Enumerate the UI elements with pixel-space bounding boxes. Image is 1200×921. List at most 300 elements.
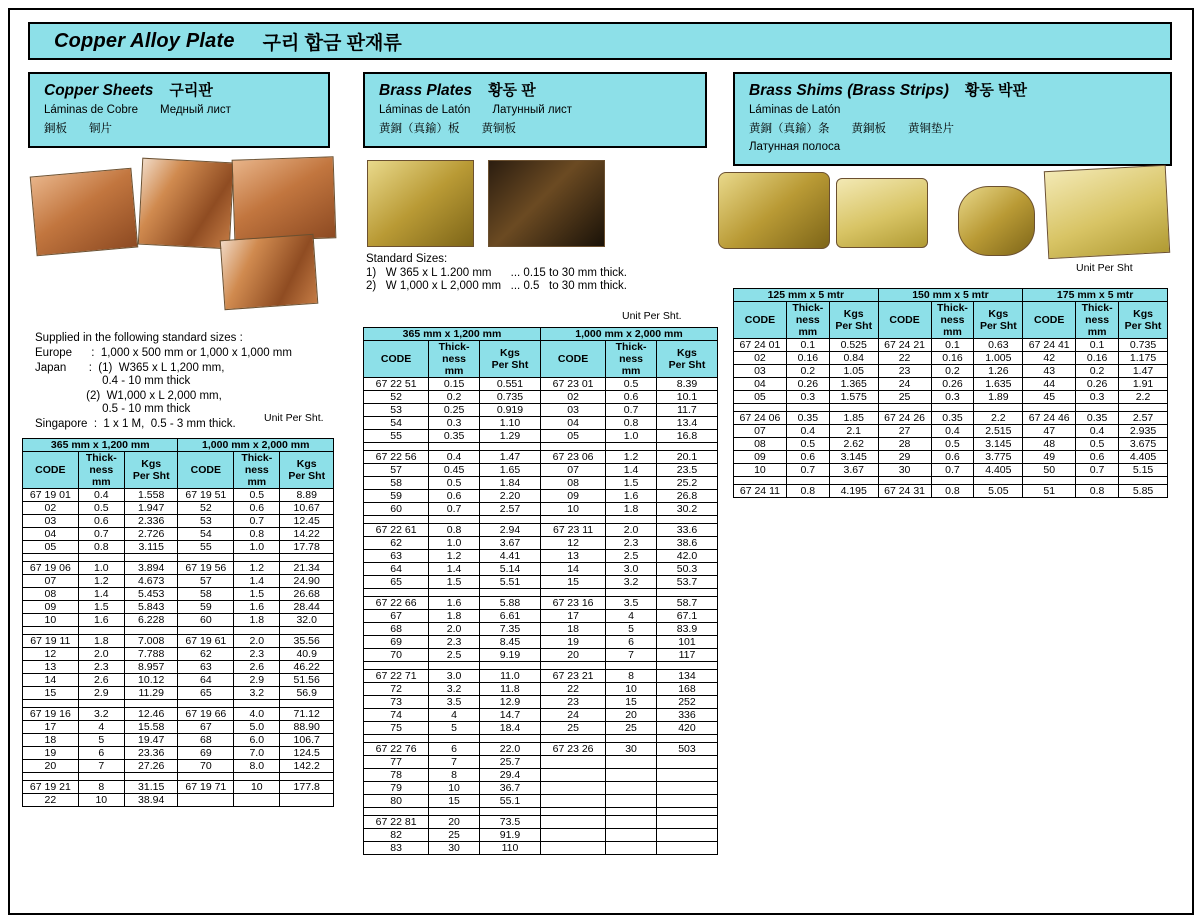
cell-code-right: 67 23 11 (540, 524, 605, 537)
cell-kgs-right (656, 816, 717, 829)
brass-shims-sub-jp: 黄銅（真鍮）条 (749, 122, 830, 135)
cell-kgs-left: 2.20 (479, 490, 540, 503)
cell-kgs-left: 2.726 (124, 528, 178, 541)
section-header-copper-sheets (28, 72, 330, 148)
cell-kgs-0: 3.67 (829, 464, 878, 477)
cell-code-left: 78 (364, 769, 429, 782)
cell-thickness-2: 0.26 (1076, 378, 1119, 391)
cell-kgs-right: 420 (656, 722, 717, 735)
cell-thickness-left: 0.4 (429, 451, 480, 464)
cell-code-right: 17 (540, 610, 605, 623)
row-gap (734, 404, 1168, 412)
cell-kgs-1: 5.05 (974, 485, 1023, 498)
cell-code-right: 67 23 21 (540, 670, 605, 683)
brass-shim-photo-4 (1044, 165, 1170, 259)
cell-code-2: 67 24 41 (1023, 339, 1076, 352)
brass-std-1: 1) W 365 x L 1.200 mm ... 0.15 to 30 mm thick. (366, 267, 627, 279)
table-row (23, 614, 334, 627)
brass-unit-note: Unit Per Sht. (622, 310, 682, 322)
table-row (364, 709, 718, 722)
cell-kgs-1: 1.005 (974, 352, 1023, 365)
table-row (23, 635, 334, 648)
cell-kgs-right: 30.2 (656, 503, 717, 516)
cell-thickness-left: 0.7 (429, 503, 480, 516)
table-row (364, 490, 718, 503)
cell-thickness-1: 0.3 (931, 391, 974, 404)
cell-thickness-left: 6 (429, 743, 480, 756)
cell-kgs-left: 27.26 (124, 760, 178, 773)
cell-code-2: 42 (1023, 352, 1076, 365)
table-row (23, 747, 334, 760)
table-row (23, 648, 334, 661)
cell-code-left: 70 (364, 649, 429, 662)
cell-kgs-right (656, 782, 717, 795)
cell-thickness-right: 1.8 (234, 614, 280, 627)
cell-code-right: 19 (540, 636, 605, 649)
cell-thickness-0: 0.4 (786, 425, 829, 438)
cell-code-left: 53 (364, 404, 429, 417)
cell-kgs-right: 23.5 (656, 464, 717, 477)
cell-thickness-right (606, 782, 657, 795)
table-row (23, 528, 334, 541)
brass-plates-sub-cn: 黄铜板 (481, 122, 516, 135)
cell-kgs-right: 106.7 (280, 734, 334, 747)
cell-kgs-right: 51.56 (280, 674, 334, 687)
table-row (734, 378, 1168, 391)
cell-thickness-1: 0.26 (931, 378, 974, 391)
table-row (734, 425, 1168, 438)
table-row (364, 722, 718, 735)
table-row (23, 794, 334, 807)
cell-thickness-right: 30 (606, 743, 657, 756)
table-row (364, 451, 718, 464)
cell-code-2: 47 (1023, 425, 1076, 438)
cell-code-left: 67 22 56 (364, 451, 429, 464)
cell-thickness-right (606, 769, 657, 782)
cell-code-1: 22 (878, 352, 931, 365)
cell-kgs-1: 0.63 (974, 339, 1023, 352)
cell-code-1: 24 (878, 378, 931, 391)
brass-shim-photo-2 (836, 178, 928, 248)
cell-thickness-left: 0.5 (78, 502, 124, 515)
cell-thickness-left: 20 (429, 816, 480, 829)
cell-thickness-right: 0.6 (234, 502, 280, 515)
table-row (23, 562, 334, 575)
cell-kgs-right: 177.8 (280, 781, 334, 794)
cell-kgs-left: 91.9 (479, 829, 540, 842)
copper-sheets-sub-cn: 铜片 (89, 122, 112, 135)
cell-kgs-right: 503 (656, 743, 717, 756)
cell-thickness-right: 6.0 (234, 734, 280, 747)
cell-thickness-right: 1.0 (234, 541, 280, 554)
cell-kgs-left: 9.19 (479, 649, 540, 662)
cell-kgs-2: 0.735 (1119, 339, 1168, 352)
cell-code-left: 79 (364, 782, 429, 795)
cell-thickness-right: 1.8 (606, 503, 657, 516)
table-row (364, 537, 718, 550)
brass-shims-sub-cn2: 黄銅板 (851, 122, 886, 135)
table-row (734, 352, 1168, 365)
cell-code-left: 72 (364, 683, 429, 696)
brass-shim-photo-1 (718, 172, 830, 249)
table-row (23, 541, 334, 554)
cell-code-2: 43 (1023, 365, 1076, 378)
cell-thickness-left: 5 (429, 722, 480, 735)
cell-kgs-left: 0.551 (479, 378, 540, 391)
cell-thickness-1: 0.2 (931, 365, 974, 378)
cell-code-right: 15 (540, 576, 605, 589)
cell-code-left: 80 (364, 795, 429, 808)
cell-kgs-0: 1.575 (829, 391, 878, 404)
cell-code-0: 67 24 06 (734, 412, 787, 425)
row-gap (364, 589, 718, 597)
cell-kgs-left: 11.29 (124, 687, 178, 700)
cell-code-2: 49 (1023, 451, 1076, 464)
cell-kgs-2: 5.15 (1119, 464, 1168, 477)
brass-plates-sub-jp: 黄銅（真鍮）板 (379, 122, 460, 135)
cell-code-left: 58 (364, 477, 429, 490)
cell-kgs-right: 12.45 (280, 515, 334, 528)
cell-code-left: 02 (23, 502, 79, 515)
cell-thickness-left: 2.0 (429, 623, 480, 636)
cell-thickness-1: 0.16 (931, 352, 974, 365)
cell-code-right: 07 (540, 464, 605, 477)
cell-kgs-left: 110 (479, 842, 540, 855)
cell-code-left: 05 (23, 541, 79, 554)
cell-kgs-2: 1.47 (1119, 365, 1168, 378)
cell-code-left: 67 19 01 (23, 489, 79, 502)
cell-code-right: 03 (540, 404, 605, 417)
cell-kgs-left: 5.843 (124, 601, 178, 614)
cell-code-right: 67 23 01 (540, 378, 605, 391)
cell-kgs-right: 117 (656, 649, 717, 662)
group-header-right: 1,000 mm x 2,000 mm (540, 328, 717, 341)
cell-code-1: 27 (878, 425, 931, 438)
brass-plates-sub-es: Láminas de Latón (379, 104, 471, 116)
cell-code-left: 73 (364, 696, 429, 709)
cell-kgs-1: 2.515 (974, 425, 1023, 438)
cell-code-left: 69 (364, 636, 429, 649)
brass-shims-table (733, 288, 1168, 498)
column-header-0-0: CODE (734, 302, 787, 339)
cell-thickness-right: 0.8 (606, 417, 657, 430)
cell-thickness-left: 1.5 (78, 601, 124, 614)
column-header-5: Kgs Per Sht (280, 452, 334, 489)
cell-code-left: 18 (23, 734, 79, 747)
cell-code-2: 48 (1023, 438, 1076, 451)
cell-code-0: 02 (734, 352, 787, 365)
cell-code-2: 45 (1023, 391, 1076, 404)
column-header-0: CODE (23, 452, 79, 489)
cell-kgs-1: 1.89 (974, 391, 1023, 404)
cell-kgs-right (656, 769, 717, 782)
table-row (734, 412, 1168, 425)
cell-kgs-right: 25.2 (656, 477, 717, 490)
cell-kgs-1: 2.2 (974, 412, 1023, 425)
table-row (364, 576, 718, 589)
cell-thickness-left: 0.25 (429, 404, 480, 417)
column-header-3: CODE (178, 452, 234, 489)
cell-code-left: 74 (364, 709, 429, 722)
cell-code-right (540, 769, 605, 782)
cell-code-1: 30 (878, 464, 931, 477)
cell-code-2: 50 (1023, 464, 1076, 477)
cell-kgs-left: 36.7 (479, 782, 540, 795)
column-header-4: Thick- ness mm (234, 452, 280, 489)
cell-code-right: 67 19 56 (178, 562, 234, 575)
cell-thickness-right: 8.0 (234, 760, 280, 773)
table-row (364, 524, 718, 537)
table-row (364, 378, 718, 391)
cell-code-left: 67 22 51 (364, 378, 429, 391)
table-row (364, 464, 718, 477)
row-gap (364, 662, 718, 670)
cell-kgs-left: 55.1 (479, 795, 540, 808)
cell-kgs-left: 2.57 (479, 503, 540, 516)
cell-thickness-right: 0.7 (234, 515, 280, 528)
column-header-5: Kgs Per Sht (656, 341, 717, 378)
table-row (364, 430, 718, 443)
cell-kgs-2: 1.175 (1119, 352, 1168, 365)
cell-code-left: 19 (23, 747, 79, 760)
copper-sheet-photo-3 (232, 156, 337, 242)
column-header-1-0: CODE (878, 302, 931, 339)
cell-thickness-right: 1.2 (606, 451, 657, 464)
cell-code-right: 02 (540, 391, 605, 404)
cell-thickness-right: 15 (606, 696, 657, 709)
cell-code-left: 13 (23, 661, 79, 674)
table-row (364, 477, 718, 490)
cell-code-right: 67 19 51 (178, 489, 234, 502)
brass-plates-table (363, 327, 718, 855)
cell-code-right (540, 842, 605, 855)
cell-kgs-right: 32.0 (280, 614, 334, 627)
cell-kgs-left: 2.94 (479, 524, 540, 537)
cell-code-left: 22 (23, 794, 79, 807)
cell-thickness-right: 3.0 (606, 563, 657, 576)
cell-code-right: 67 19 61 (178, 635, 234, 648)
cell-code-right: 68 (178, 734, 234, 747)
cell-kgs-left: 31.15 (124, 781, 178, 794)
cell-code-right: 63 (178, 661, 234, 674)
cell-code-0: 67 24 11 (734, 485, 787, 498)
table-row (364, 550, 718, 563)
table-row (364, 391, 718, 404)
cell-thickness-right: 0.6 (606, 391, 657, 404)
cell-kgs-0: 3.145 (829, 451, 878, 464)
cell-code-left: 83 (364, 842, 429, 855)
section-header-brass-plates (363, 72, 707, 148)
cell-code-left: 67 19 06 (23, 562, 79, 575)
table-row (23, 588, 334, 601)
cell-kgs-left: 14.7 (479, 709, 540, 722)
group-header-2: 175 mm x 5 mtr (1023, 289, 1168, 302)
cell-thickness-left: 1.6 (429, 597, 480, 610)
table-row (364, 623, 718, 636)
cell-code-right: 52 (178, 502, 234, 515)
brass-plate-photo-2 (488, 160, 605, 247)
cell-kgs-left: 22.0 (479, 743, 540, 756)
copper-supplied-row-1: Japan : (1) W365 x L 1,200 mm, (35, 362, 225, 374)
cell-code-left: 12 (23, 648, 79, 661)
cell-kgs-2: 4.405 (1119, 451, 1168, 464)
row-gap (734, 477, 1168, 485)
cell-kgs-right: 142.2 (280, 760, 334, 773)
cell-thickness-2: 0.7 (1076, 464, 1119, 477)
cell-code-right: 25 (540, 722, 605, 735)
column-header-2-1: Thick- ness mm (1076, 302, 1119, 339)
group-header-1: 150 mm x 5 mtr (878, 289, 1023, 302)
table-row (23, 674, 334, 687)
cell-code-left: 10 (23, 614, 79, 627)
cell-thickness-right: 0.5 (234, 489, 280, 502)
table-row (23, 502, 334, 515)
cell-thickness-right: 4 (606, 610, 657, 623)
cell-code-right: 64 (178, 674, 234, 687)
cell-code-left: 07 (23, 575, 79, 588)
cell-thickness-right: 5.0 (234, 721, 280, 734)
cell-thickness-right: 1.0 (606, 430, 657, 443)
table-row (23, 661, 334, 674)
cell-code-right: 53 (178, 515, 234, 528)
cell-thickness-left: 6 (78, 747, 124, 760)
column-header-1: Thick- ness mm (78, 452, 124, 489)
table-row (23, 489, 334, 502)
table-row (364, 597, 718, 610)
cell-kgs-left: 7.008 (124, 635, 178, 648)
cell-kgs-left: 11.0 (479, 670, 540, 683)
brass-shims-sub-ru: Латунная полоса (749, 141, 841, 154)
column-header-3: CODE (540, 341, 605, 378)
cell-kgs-right: 33.6 (656, 524, 717, 537)
cell-thickness-2: 0.1 (1076, 339, 1119, 352)
page-title-en: Copper Alloy Plate (54, 29, 235, 52)
cell-thickness-2: 0.4 (1076, 425, 1119, 438)
group-header-left: 365 mm x 1,200 mm (364, 328, 541, 341)
cell-kgs-left: 3.894 (124, 562, 178, 575)
cell-thickness-left: 25 (429, 829, 480, 842)
cell-kgs-left: 1.84 (479, 477, 540, 490)
cell-thickness-right (606, 816, 657, 829)
cell-kgs-left: 1.10 (479, 417, 540, 430)
cell-code-left: 75 (364, 722, 429, 735)
cell-thickness-left: 1.6 (78, 614, 124, 627)
cell-kgs-right: 16.8 (656, 430, 717, 443)
cell-code-right (540, 816, 605, 829)
cell-thickness-left: 2.3 (429, 636, 480, 649)
cell-code-left: 67 22 66 (364, 597, 429, 610)
cell-thickness-right: 3.5 (606, 597, 657, 610)
cell-code-left: 67 19 16 (23, 708, 79, 721)
copper-supplied-note: Supplied in the following standard sizes : (35, 332, 243, 344)
cell-thickness-right: 1.6 (234, 601, 280, 614)
cell-thickness-2: 0.8 (1076, 485, 1119, 498)
cell-code-right: 67 23 26 (540, 743, 605, 756)
cell-kgs-right: 56.9 (280, 687, 334, 700)
cell-code-right: 20 (540, 649, 605, 662)
group-header-0: 125 mm x 5 mtr (734, 289, 879, 302)
cell-thickness-right: 25 (606, 722, 657, 735)
cell-kgs-right: 11.7 (656, 404, 717, 417)
cell-thickness-left: 0.8 (429, 524, 480, 537)
brass-shims-unit-note: Unit Per Sht (1076, 262, 1133, 274)
cell-code-right: 58 (178, 588, 234, 601)
cell-kgs-right: 40.9 (280, 648, 334, 661)
cell-kgs-left: 4.673 (124, 575, 178, 588)
cell-thickness-left: 3.2 (78, 708, 124, 721)
cell-kgs-left: 11.8 (479, 683, 540, 696)
cell-thickness-left: 1.4 (78, 588, 124, 601)
cell-kgs-2: 1.91 (1119, 378, 1168, 391)
cell-code-right: 09 (540, 490, 605, 503)
cell-thickness-right: 6 (606, 636, 657, 649)
cell-kgs-right (280, 794, 334, 807)
cell-code-right: 13 (540, 550, 605, 563)
cell-code-left: 09 (23, 601, 79, 614)
cell-thickness-right: 1.5 (234, 588, 280, 601)
cell-thickness-0: 0.2 (786, 365, 829, 378)
cell-thickness-left: 0.6 (429, 490, 480, 503)
cell-kgs-right: 53.7 (656, 576, 717, 589)
cell-thickness-right (606, 756, 657, 769)
cell-code-left: 67 22 71 (364, 670, 429, 683)
copper-sheet-photo-4 (220, 234, 319, 310)
brass-shims-title-en: Brass Shims (Brass Strips) (749, 82, 949, 99)
table-row (23, 734, 334, 747)
cell-thickness-right: 10 (234, 781, 280, 794)
cell-thickness-left: 30 (429, 842, 480, 855)
cell-thickness-right: 0.5 (606, 378, 657, 391)
cell-code-0: 09 (734, 451, 787, 464)
cell-thickness-right: 2.6 (234, 661, 280, 674)
cell-thickness-0: 0.8 (786, 485, 829, 498)
brass-plates-title-en: Brass Plates (379, 82, 473, 99)
cell-thickness-right: 3.2 (606, 576, 657, 589)
cell-kgs-right: 17.78 (280, 541, 334, 554)
table-row (23, 760, 334, 773)
cell-kgs-left: 1.947 (124, 502, 178, 515)
cell-thickness-right (234, 794, 280, 807)
cell-thickness-left: 7 (429, 756, 480, 769)
cell-kgs-left: 10.12 (124, 674, 178, 687)
cell-thickness-2: 0.16 (1076, 352, 1119, 365)
column-header-2-0: CODE (1023, 302, 1076, 339)
cell-kgs-2: 3.675 (1119, 438, 1168, 451)
cell-kgs-2: 2.2 (1119, 391, 1168, 404)
cell-code-0: 08 (734, 438, 787, 451)
cell-kgs-left: 5.453 (124, 588, 178, 601)
table-row (364, 782, 718, 795)
cell-kgs-left: 7.35 (479, 623, 540, 636)
brass-shims-sub-es: Láminas de Latón (749, 104, 841, 116)
cell-thickness-0: 0.1 (786, 339, 829, 352)
cell-kgs-right: 8.39 (656, 378, 717, 391)
table-row (364, 563, 718, 576)
cell-code-right: 55 (178, 541, 234, 554)
cell-kgs-right: 67.1 (656, 610, 717, 623)
cell-kgs-0: 0.84 (829, 352, 878, 365)
column-header-4: Thick- ness mm (606, 341, 657, 378)
group-header-right: 1,000 mm x 2,000 mm (178, 439, 334, 452)
cell-kgs-right: 134 (656, 670, 717, 683)
cell-thickness-left: 2.3 (78, 661, 124, 674)
copper-supplied-row-4: 0.5 - 10 mm thick (35, 403, 191, 415)
cell-kgs-right: 50.3 (656, 563, 717, 576)
cell-code-left: 55 (364, 430, 429, 443)
cell-code-right: 60 (178, 614, 234, 627)
cell-kgs-left: 23.36 (124, 747, 178, 760)
cell-thickness-left: 0.2 (429, 391, 480, 404)
